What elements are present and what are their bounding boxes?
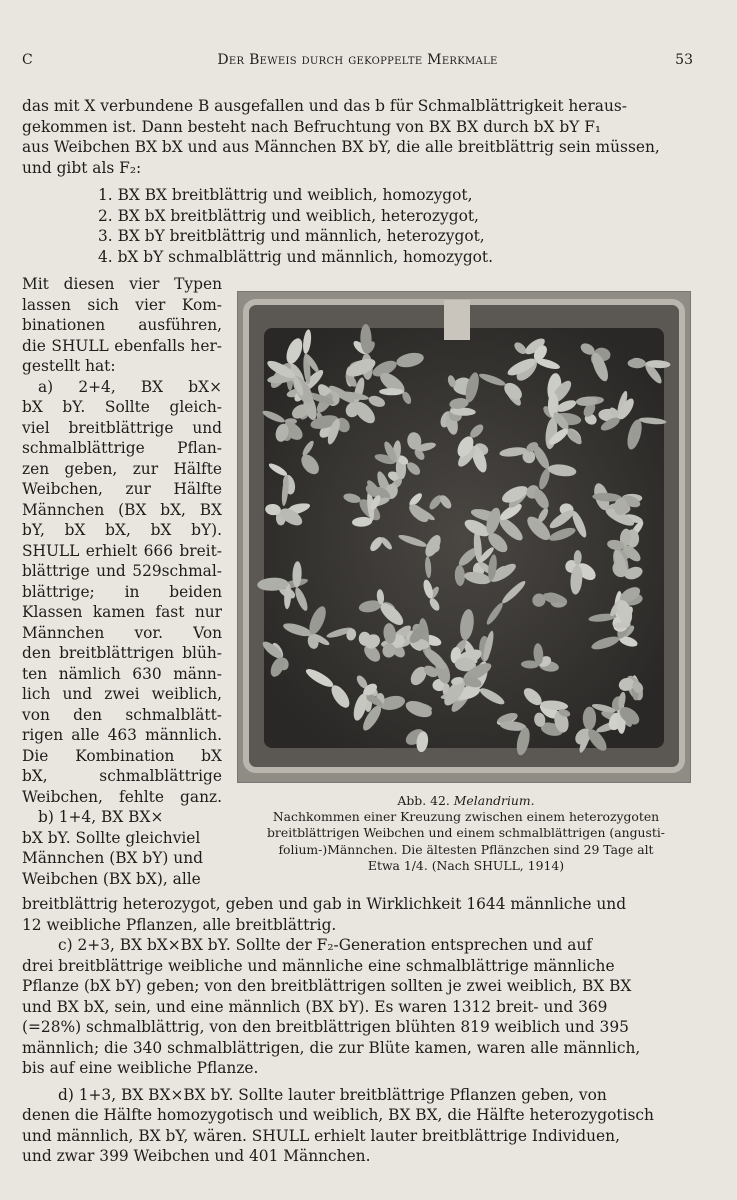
caption-title [238,793,694,809]
text-line: und männlich, BX bY, wären. SHULL erhielt lauter breitblättrige Individuen, [22,1126,620,1145]
text-line: Weibchen (BX bX), alle [22,869,201,888]
text-line: von den schmalblätt- [22,705,222,724]
text-line: Die Kombination bX [22,746,222,765]
text-line: 12 weibliche Pflanzen, alle breitblättrig. [22,915,337,934]
text-line: breitblättrig heterozygot, geben und gab in Wirklichkeit 1644 männliche und [22,895,627,913]
text-line: die SHULL ebenfalls her- [22,336,222,355]
caption-line: Etwa 1/4. (Nach SHULL, 1914) [367,857,565,873]
text-line: Pflanze (bX bY) geben; von den breitblättrigen sollten je zwei weiblich, BX BX [22,977,632,995]
text-line: Männchen (BX bY) und [22,849,203,867]
text-line: Männchen (BX bX, BX [22,500,222,519]
running-header [22,52,693,74]
text-line: bX, schmalblättrige [22,767,222,785]
list-item: 3. BX bY breitblättrig und männlich, heterozygot, [98,227,485,245]
text-line: (=28%) schmalblättrig, von den breitblättrigen blühten 819 weiblich und 395 [22,1018,629,1036]
figure-photo [237,291,691,783]
text-line: ten nämlich 630 männ- [22,664,222,683]
caption-line: folium-)Männchen. Die ältesten Pflänzchen sind 29 Tage alt [278,841,654,857]
running-title: Der Beweis durch gekoppelte Merkmale [217,52,498,68]
seedling-tray-image [238,292,690,782]
text-line: zen geben, zur Hälfte [22,459,222,478]
text-line: blättrige; in beiden [22,582,222,601]
text-line: lich und zwei weiblich, [22,685,222,703]
list-item: 2. BX bX breitblättrig und weiblich, heterozygot, [98,206,479,225]
text-line: schmalblättrige Pflan- [22,439,222,457]
text-line: Männchen vor. Von [22,623,222,642]
text-line: bX bY. Sollte gleich- [22,398,222,416]
text-line: und zwar 399 Weibchen und 401 Männchen. [22,1147,371,1165]
text-line: Mit diesen vier Typen [22,275,222,293]
text-line: denen die Hälfte homozygotisch und weiblich, BX BX, die Hälfte heterozygotisch [22,1106,654,1124]
text-line: b) 1+4, BX BX× [38,808,164,826]
text-line: blättrige und 529schmal- [22,562,222,580]
text-line: Klassen kamen fast nur [22,603,222,621]
text-line: bY, bX bX, bX bY). [22,521,222,539]
text-line: SHULL erhielt 666 breit- [22,541,222,560]
figure-label: Abb. 42. [397,793,450,808]
text-line: rigen alle 463 männlich. [22,726,222,744]
list-item: 4. bX bY schmalblättrig und männlich, homozygot. [98,247,494,266]
text-line: c) 2+3, BX bX×BX bY. Sollte der F₂-Generation entsprechen und auf [58,936,593,954]
text-line: drei breitblättrige weibliche und männliche eine schmalblättrige männliche [22,956,615,975]
bottom-text [22,894,690,1167]
text-line: und gibt als F₂: [22,158,142,177]
text-line: viel breitblättrige und [22,418,222,437]
section-marker: C [22,52,33,68]
text-line: aus Weibchen BX bX und aus Männchen BX bY, die alle breitblättrig sein müssen, [22,138,660,156]
figure-genus: Melandrium. [453,793,535,808]
text-line: und BX bX, sein, und eine männlich (BX bY). Es waren 1312 breit- und 369 [22,997,608,1016]
text-line: Weibchen, fehlte ganz. [22,787,222,806]
text-line: das mit X verbundene B ausgefallen und das b für Schmalblättrigkeit heraus- [22,97,627,115]
text-line: lassen sich vier Kom- [22,295,222,314]
text-line: gestellt hat: [22,357,116,375]
left-column-text [22,274,222,889]
figure-caption [238,793,694,874]
caption-line: breitblättrigen Weibchen und einem schmalblättrigen (angusti- [267,825,665,841]
page-number: 53 [675,52,693,68]
text-line: bis auf eine weibliche Pflanze. [22,1059,259,1077]
text-line: binationen ausführen, [22,316,222,334]
genotype-list [98,185,493,267]
text-line: d) 1+3, BX BX×BX bY. Sollte lauter breitblättrige Pflanzen geben, von [58,1085,607,1104]
text-line: Weibchen, zur Hälfte [22,480,222,498]
text-line: den breitblättrigen blüh- [22,644,222,662]
text-line: gekommen ist. Dann besteht nach Befruchtung von BX BX durch bX bY F₁ [22,117,602,136]
list-item: 1. BX BX breitblättrig und weiblich, homozygot, [98,186,473,204]
text-line: männlich; die 340 schmalblättrigen, die zur Blüte kamen, waren alle männlich, [22,1038,641,1057]
text-line: a) 2+4, BX bX× [38,377,222,396]
intro-paragraph [22,96,690,178]
text-line: bX bY. Sollte gleichviel [22,828,201,847]
caption-line: Nachkommen einer Kreuzung zwischen einem heterozygoten [272,809,660,825]
